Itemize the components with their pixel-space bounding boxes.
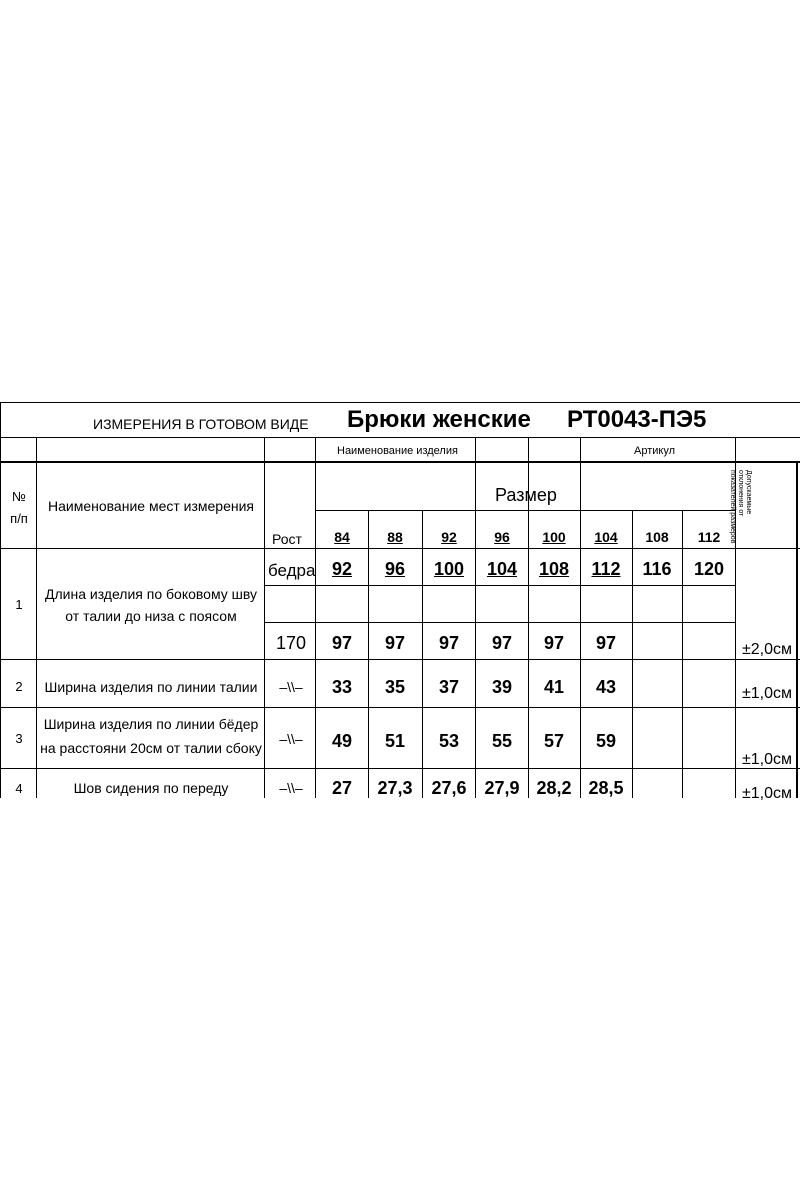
row-number: 4	[15, 781, 23, 796]
value-cell: 97	[595, 633, 617, 653]
measurement-name: от талии до низа с поясом	[65, 608, 237, 624]
grid-line	[580, 437, 581, 798]
article-caption: Артикул	[634, 445, 676, 457]
grid-line	[0, 461, 800, 463]
hips-cell: 116	[642, 559, 672, 579]
grid-line	[475, 437, 476, 798]
grid-line	[36, 437, 37, 798]
hips-label: бедра	[268, 561, 316, 580]
measurements-label: ИЗМЕРЕНИЯ В ГОТОВОМ ВИДЕ	[93, 416, 309, 432]
hips-cell: 100	[433, 559, 465, 579]
value-cell: 49	[331, 731, 353, 751]
height-cell: –\\–	[279, 679, 303, 695]
grid-line	[264, 437, 265, 798]
value-cell: 28,2	[536, 778, 572, 798]
value-cell: 27,6	[431, 778, 467, 798]
product-title: Брюки женские	[347, 406, 531, 433]
value-cell: 27,3	[377, 778, 413, 798]
hips-cell: 108	[538, 559, 570, 579]
row-number: 1	[15, 597, 23, 612]
grid-line	[682, 510, 683, 798]
tolerance-cell: ±1,0см	[741, 751, 793, 768]
value-cell: 59	[595, 731, 617, 751]
measurement-name: Длина изделия по боковому шву	[45, 586, 257, 602]
height-header: Рост	[272, 531, 302, 547]
value-cell: 97	[438, 633, 460, 653]
value-cell: 97	[543, 633, 565, 653]
grid-line	[422, 510, 423, 798]
value-cell: 27,9	[484, 778, 520, 798]
tolerance-header: Допускаемые отклонения от показателей размеров	[729, 470, 752, 544]
value-cell: 97	[331, 633, 353, 653]
tolerance-cell: ±1,0см	[741, 685, 793, 702]
value-cell: 41	[543, 677, 565, 697]
grid-line	[368, 510, 369, 798]
size-cell: 92	[441, 529, 457, 545]
size-cell: 108	[645, 529, 669, 545]
num-header: №	[12, 489, 26, 504]
grid-line	[796, 462, 798, 798]
size-cell: 104	[594, 529, 618, 545]
size-cell: 112	[697, 529, 721, 545]
row-number: 2	[15, 679, 23, 694]
value-cell: 51	[384, 731, 406, 751]
grid-line	[0, 402, 800, 403]
measurement-name: Ширина изделия по линии талии	[44, 679, 258, 695]
tolerance-cell: ±1,0см	[741, 785, 793, 802]
value-cell: 28,5	[588, 778, 624, 798]
name-header: Наименование мест измерения	[48, 498, 255, 514]
grid-line	[264, 622, 735, 623]
num-header-2: п/п	[10, 511, 28, 526]
row-number: 3	[15, 731, 23, 746]
value-cell: 27	[331, 778, 353, 798]
grid-line	[0, 548, 800, 549]
measurement-name: на расстояни 20см от талии сбоку	[40, 740, 262, 756]
height-cell: –\\–	[279, 780, 303, 796]
size-cell: 84	[334, 529, 350, 545]
grid-line	[264, 585, 735, 586]
value-cell: 53	[438, 731, 460, 751]
grid-line	[0, 659, 800, 660]
size-cell: 88	[387, 529, 403, 545]
article-code: РТ0043-ПЭ5	[567, 406, 707, 433]
value-cell: 57	[543, 731, 565, 751]
grid-line	[0, 437, 800, 438]
hips-cell: 92	[331, 559, 353, 579]
value-cell: 33	[331, 677, 353, 697]
value-cell: 39	[491, 677, 513, 697]
value-cell: 43	[595, 677, 617, 697]
grid-line	[632, 510, 633, 798]
value-cell: 35	[384, 677, 406, 697]
measurement-name: Шов сидения по переду	[73, 780, 229, 796]
hips-cell: 96	[384, 559, 406, 579]
product-name-caption: Наименование изделия	[337, 445, 458, 457]
hips-cell: 112	[591, 559, 621, 579]
size-header: Размер	[495, 485, 557, 505]
grid-line	[0, 402, 1, 798]
measurement-name: Ширина изделия по линии бёдер	[43, 716, 259, 732]
hips-cell: 120	[693, 559, 725, 579]
grid-line	[315, 510, 735, 511]
value-cell: 55	[491, 731, 513, 751]
value-cell: 97	[491, 633, 513, 653]
hips-cell: 104	[486, 559, 518, 579]
height-cell: –\\–	[279, 731, 303, 747]
value-cell: 37	[438, 677, 460, 697]
value-cell: 97	[384, 633, 406, 653]
size-cell: 100	[542, 529, 566, 545]
tolerance-cell: ±2,0см	[741, 641, 793, 658]
grid-line	[0, 768, 800, 769]
height-cell: 170	[275, 633, 307, 653]
grid-line	[315, 437, 316, 798]
grid-line	[0, 707, 800, 708]
size-cell: 96	[494, 529, 510, 545]
